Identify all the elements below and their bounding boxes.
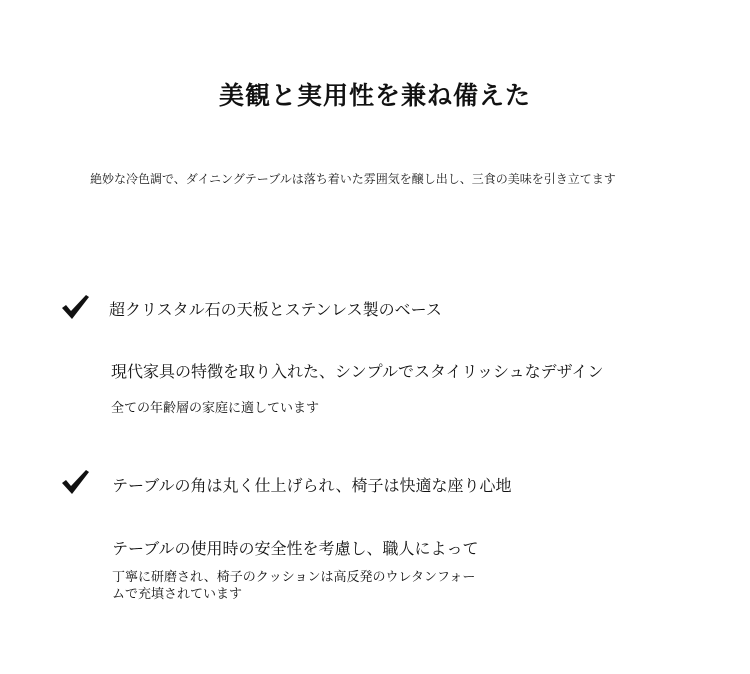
feature-detail-main-1: 現代家具の特徴を取り入れた、シンプルでスタイリッシュなデザイン [111,362,604,381]
feature-detail-sub-2-line-1: 丁寧に研磨され、椅子のクッションは高反発のウレタンフォー [112,570,476,585]
checkmark-icon [60,293,90,321]
feature-heading-2: テーブルの角は丸く仕上げられ、椅子は快適な座り心地 [112,476,512,495]
feature-detail-sub-2-line-2: ムで充填されています [112,587,243,602]
page-title: 美観と実用性を兼ね備えた [218,81,531,110]
feature-heading-1: 超クリスタル石の天板とステンレス製のベース [109,300,442,319]
checkmark-icon [60,468,90,496]
feature-detail-main-2: テーブルの使用時の安全性を考慮し、職人によって [112,539,479,558]
feature-detail-sub-1: 全ての年齢層の家庭に適しています [111,401,320,416]
intro-text: 絶妙な冷色調で、ダイニングテーブルは落ち着いた雰囲気を醸し出し、三食の美味を引き立てます [90,172,616,186]
